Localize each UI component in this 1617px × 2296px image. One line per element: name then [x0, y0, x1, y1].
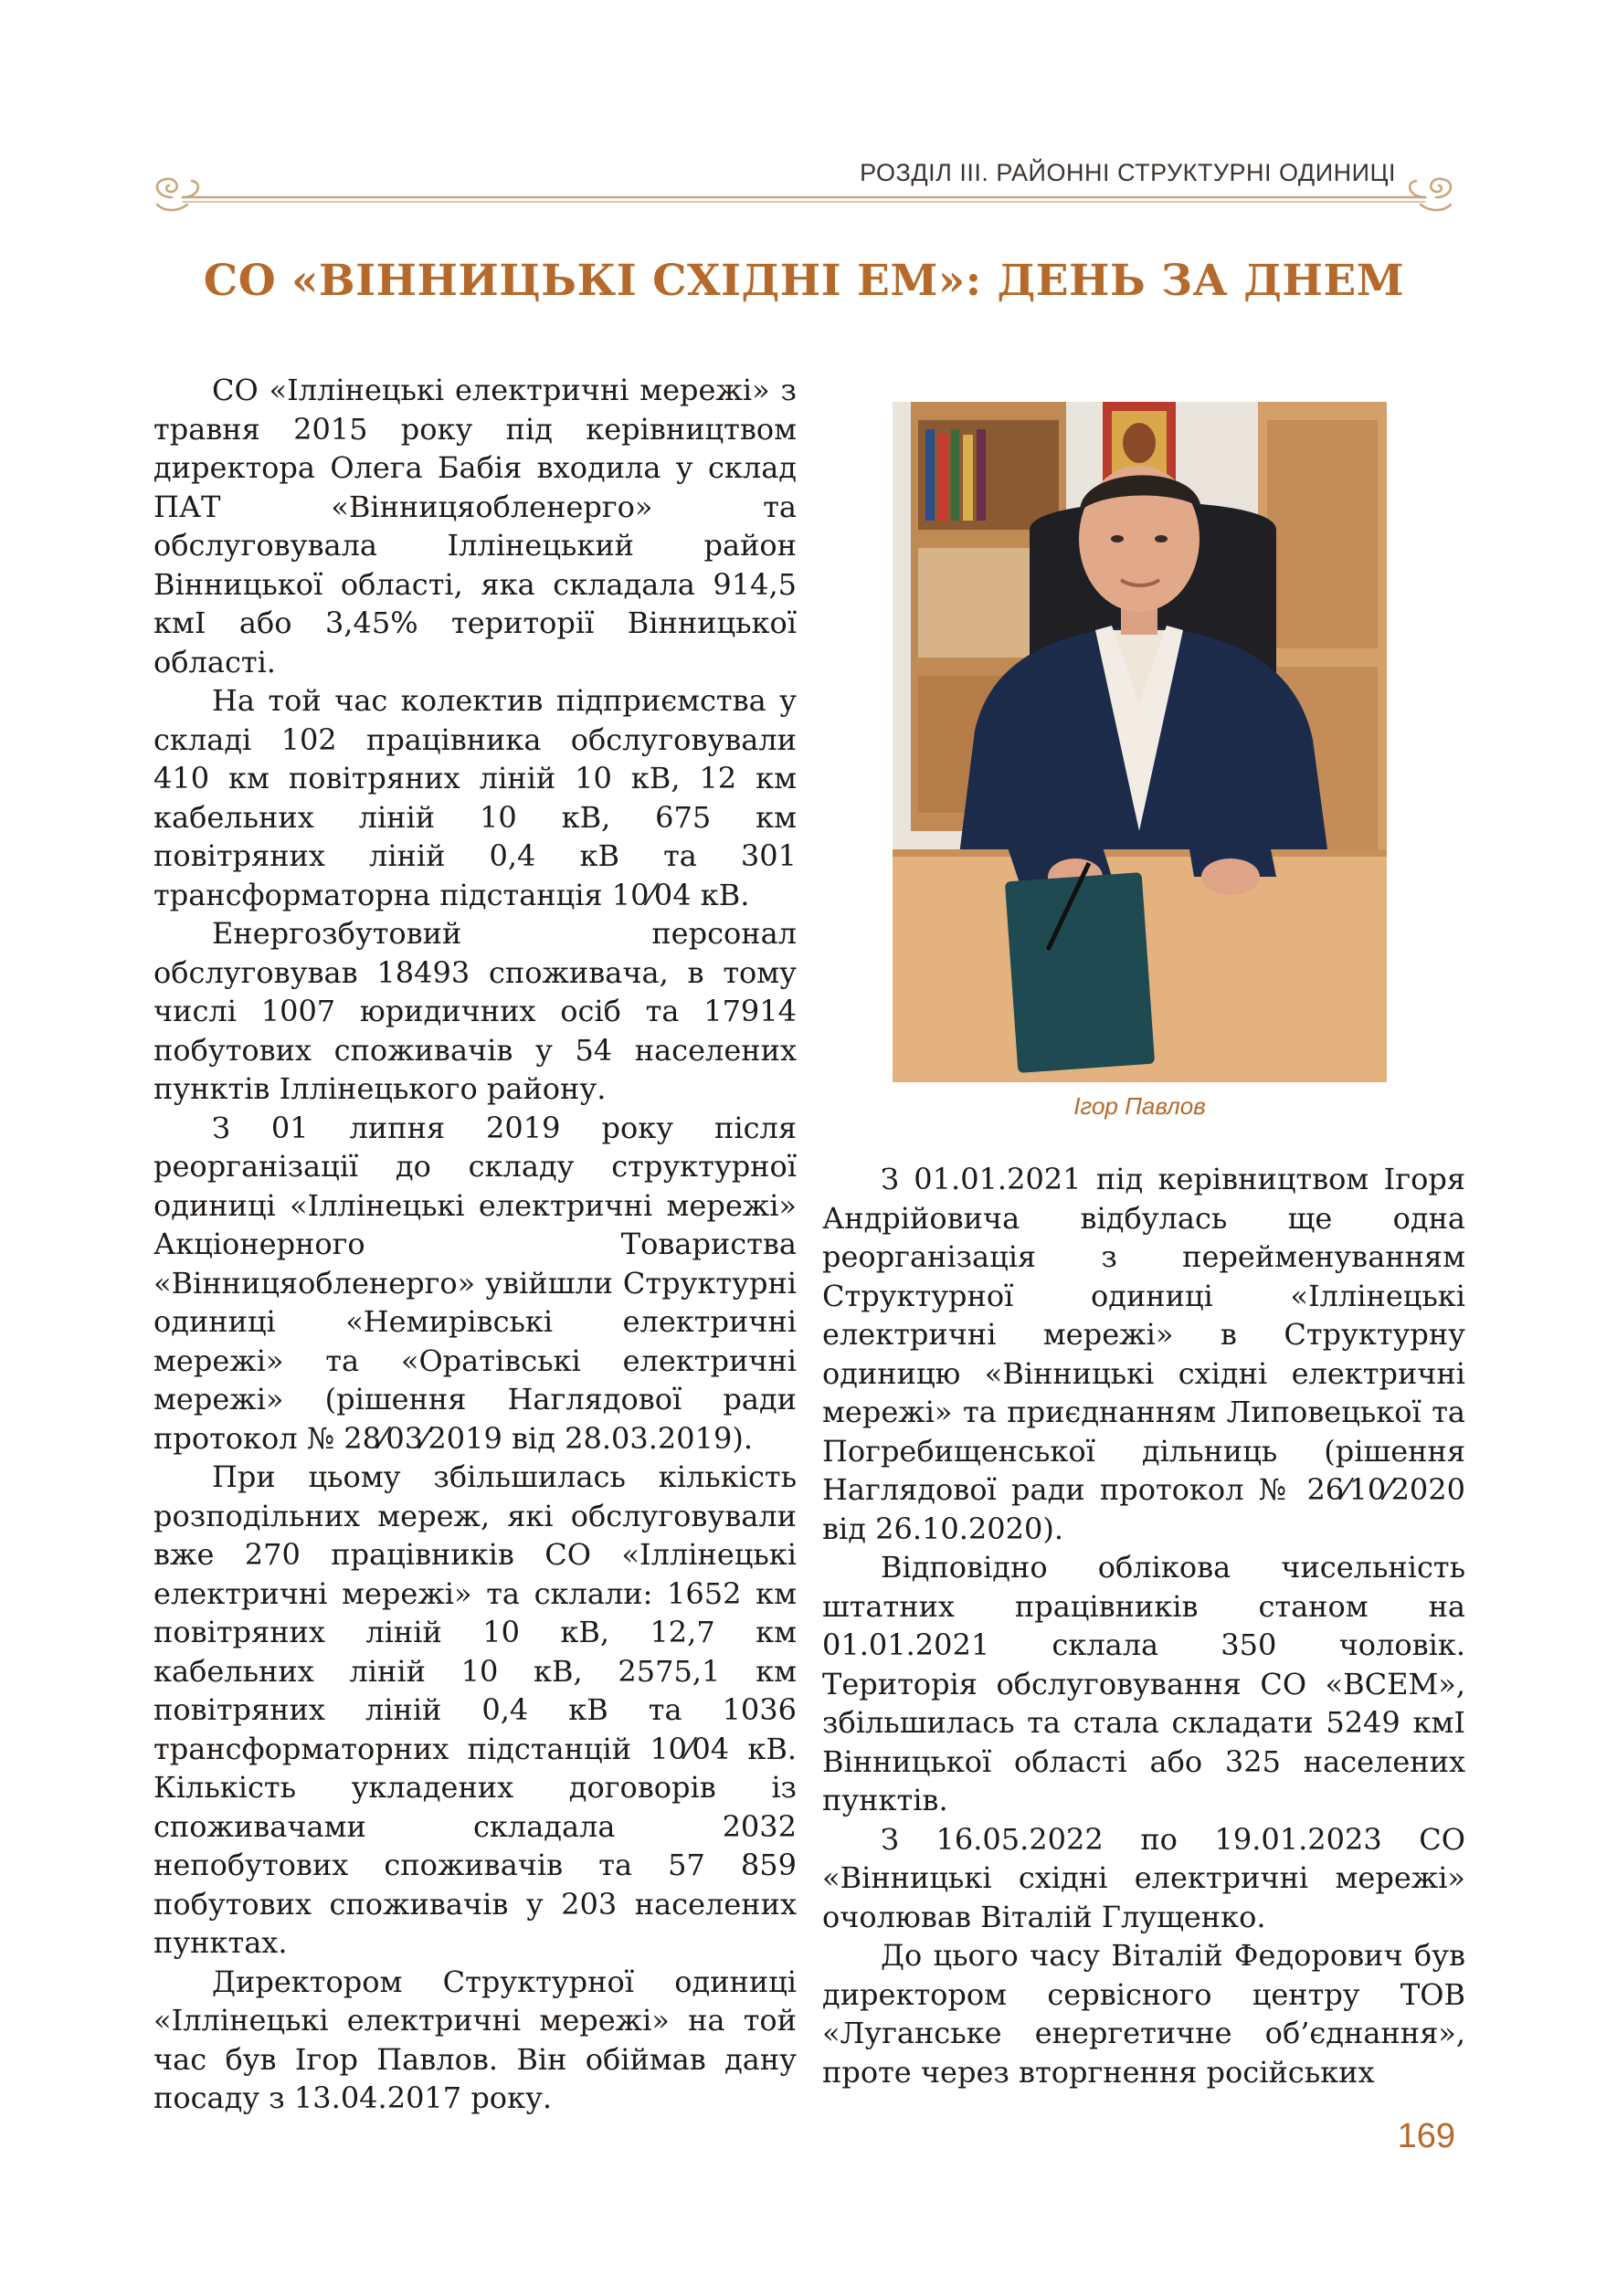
right-column — [822, 1160, 1465, 2091]
paragraph: Директором Структурної одиниці «Іллінецькі електричні мережі» на той час був Ігор Павлов. Він обіймав дану посаду з 13.04.2017 року. — [153, 1964, 797, 2115]
paragraph: З 16.05.2022 по 19.01.2023 СО «Вінницькі східні електричні мережі» очолював Віталій Глущенко. — [822, 1821, 1465, 1934]
paragraph: Відповідно облікова чисельність штатних працівників станом на 01.01.2021 склала 350 чоловік. Територія обслуговування СО «ВСЕМ», збільшилась та стала складати 5249 кмІ Вінницької області або 325 населених пунктів. — [822, 1550, 1465, 1817]
photo-caption: Ігор Павлов — [1073, 1092, 1206, 1120]
paragraph: На той час колектив підприємства у складі 102 працівника обслуговували 410 км повітряних ліній 10 кВ, 12 км кабельних ліній 10 кВ, 675 км повітряних ліній 0,4 кВ та 301 трансформаторна підстанція 10⁄04 кВ. — [153, 683, 797, 912]
paragraph: З 01.01.2021 під керівництвом Ігоря Андрійовича відбулась ще одна реорганізація з перейменуванням Структурної одиниці «Іллінецькі електричні мережі» в Структурну одиницю «Вінницькі східні електричні мережі» та приєднанням Липовецької та Погребищенської дільниць (рішення Наглядової ради протокол № 26⁄10⁄2020 від 26.10.2020). — [822, 1162, 1465, 1546]
left-column — [153, 371, 797, 2118]
paragraph: З 01 липня 2019 року після реорганізації до складу структурної одиниці «Іллінецькі електричні мережі» Акціонерного Товариства «Вінницяобленерго» увійшли Структурні одиниці «Немирівські електричні мережі» та «Оратівські електричні мережі» (рішення Наглядової ради протокол № 28⁄03⁄2019 від 28.03.2019). — [153, 1110, 797, 1456]
paragraph: Енергозбутовий персонал обслуговував 18493 споживача, в тому числі 1007 юридичних осіб та 17914 побутових споживачів у 54 населених пунктів Іллінецького району. — [153, 916, 797, 1106]
paragraph: До цього часу Віталій Федорович був директором сервісного центру ТОВ «Луганське енергетичне об’єднання», проте через вторгнення російських — [822, 1938, 1465, 2090]
paragraph: СО «Іллінецькі електричні мережі» з травня 2015 року під керівництвом директора Олега Бабія входила у склад ПАТ «Вінницяобленерго» та обслуговувала Іллінецький район Вінницької області, яка складала 914,5 кмІ або 3,45% території Вінницької області. — [153, 373, 797, 679]
article-title: СО «ВІННИЦЬКІ СХІДНІ ЕМ»: ДЕНЬ ЗА ДНЕМ — [203, 256, 1405, 306]
portrait-photo — [893, 402, 1387, 1082]
portrait-illustration — [893, 402, 1387, 1082]
section-label: РОЗДІЛ ІІІ. РАЙОННІ СТРУКТУРНІ ОДИНИЦІ — [860, 159, 1396, 186]
page-number: 169 — [1397, 2117, 1455, 2155]
running-header — [146, 155, 1462, 210]
paragraph: При цьому збільшилась кількість розподільних мереж, які обслуговували вже 270 працівників СО «Іллінецькі електричні мережі» та склали: 1652 км повітряних ліній 10 кВ, 12,7 км кабельних ліній 10 кВ, 2575,1 км повітряних ліній 0,4 кВ та 1036 трансформаторних підстанцій 10⁄04 кВ. Кількість укладених договорів із споживачами складала 2032 непобутових споживачів та 57 859 побутових споживачів у 203 населених пунктах. — [153, 1459, 797, 1960]
header-ornament-icon — [146, 172, 1462, 216]
